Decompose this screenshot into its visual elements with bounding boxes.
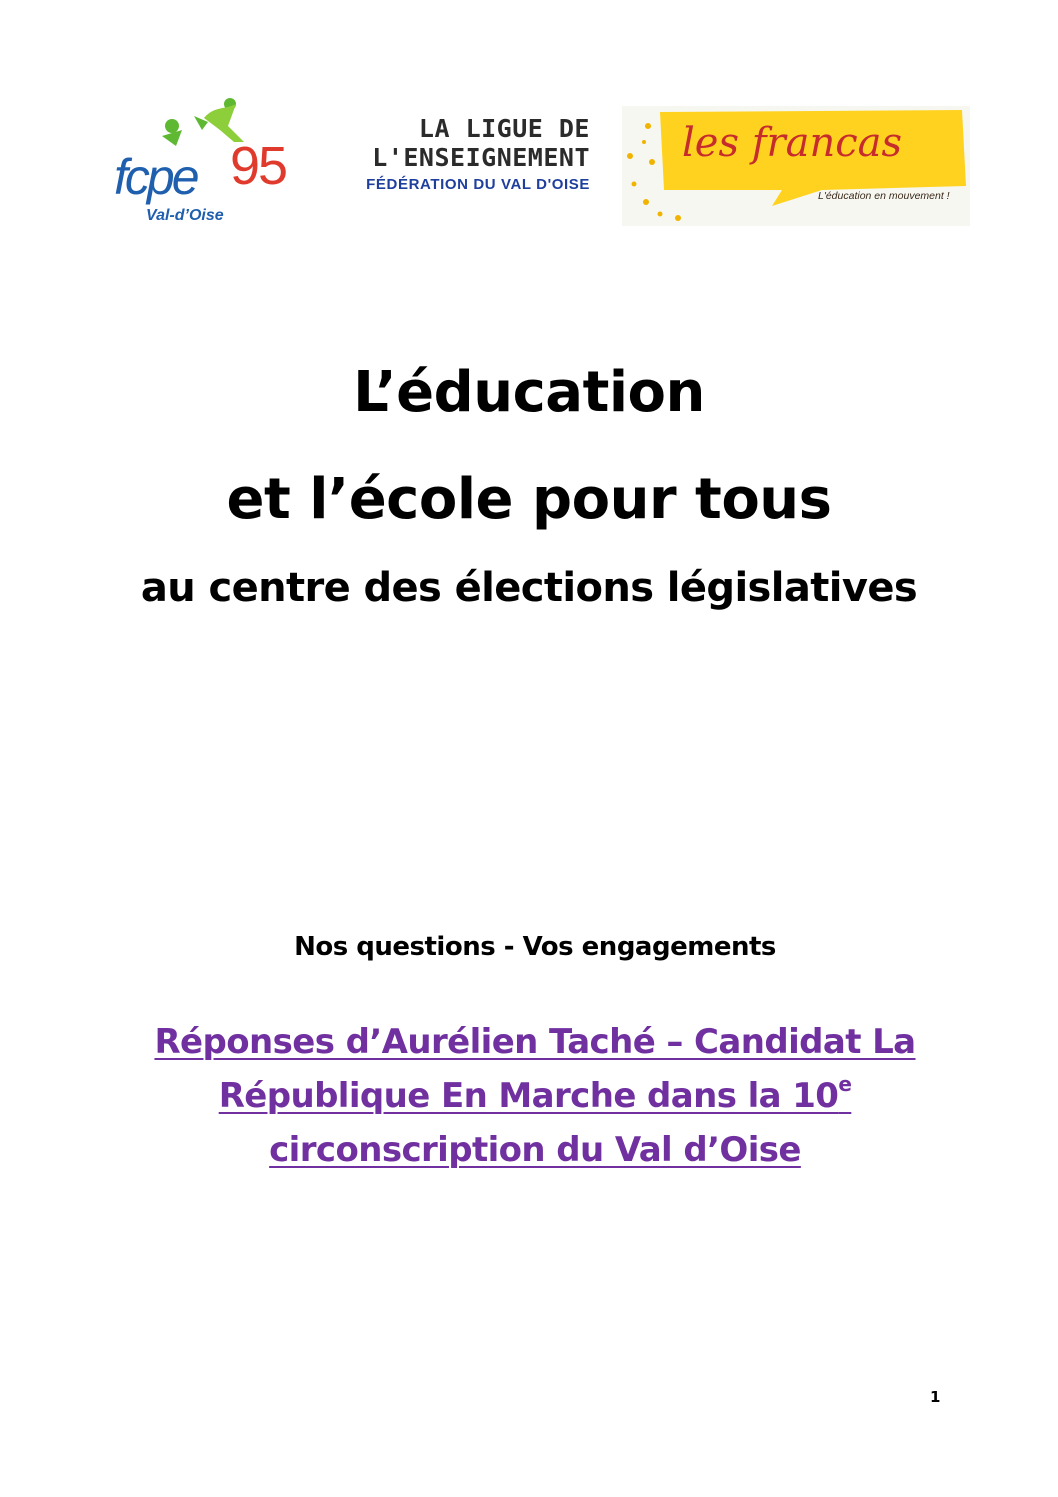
francas-logo-name: les francas <box>682 120 903 166</box>
francas-logo <box>622 106 970 226</box>
response-heading-line-2 <box>0 1072 1058 1116</box>
ligue-logo-line-2: L'ENSEIGNEMENT <box>372 143 590 172</box>
response-line-3-text: circonscription du Val d’Oise <box>269 1130 801 1170</box>
svg-text:fcpe: fcpe <box>114 149 197 205</box>
ligue-logo-line-1: LA LIGUE DE <box>418 114 590 143</box>
fcpe-logo-graphic <box>112 96 304 226</box>
subtitle: Nos questions - Vos engagements <box>294 932 776 962</box>
response-line-2-text: République En Marche dans la 10 <box>218 1076 839 1116</box>
ligue-enseignement-logo <box>336 112 596 200</box>
response-line-1-text: Réponses d’Aurélien Taché – Candidat La <box>154 1022 916 1062</box>
title-line-1: L’éducation <box>353 360 705 425</box>
svg-text:Val-d’Oise: Val-d’Oise <box>146 207 224 224</box>
response-line-2-wrap <box>218 1072 852 1116</box>
title-line-2: et l’école pour tous <box>226 467 832 532</box>
fcpe-logo <box>112 96 304 226</box>
response-line-2-superscript: e <box>838 1072 852 1096</box>
page-number: 1 <box>930 1388 941 1406</box>
response-heading-line-1 <box>0 1022 1058 1062</box>
francas-logo-tagline: L'éducation en mouvement ! <box>818 190 950 202</box>
response-heading-line-3 <box>0 1130 1058 1170</box>
svg-text:95: 95 <box>230 136 287 196</box>
title-line-3: au centre des élections législatives <box>140 565 918 611</box>
ligue-logo-line-3: FÉDÉRATION DU VAL D'OISE <box>366 176 590 193</box>
